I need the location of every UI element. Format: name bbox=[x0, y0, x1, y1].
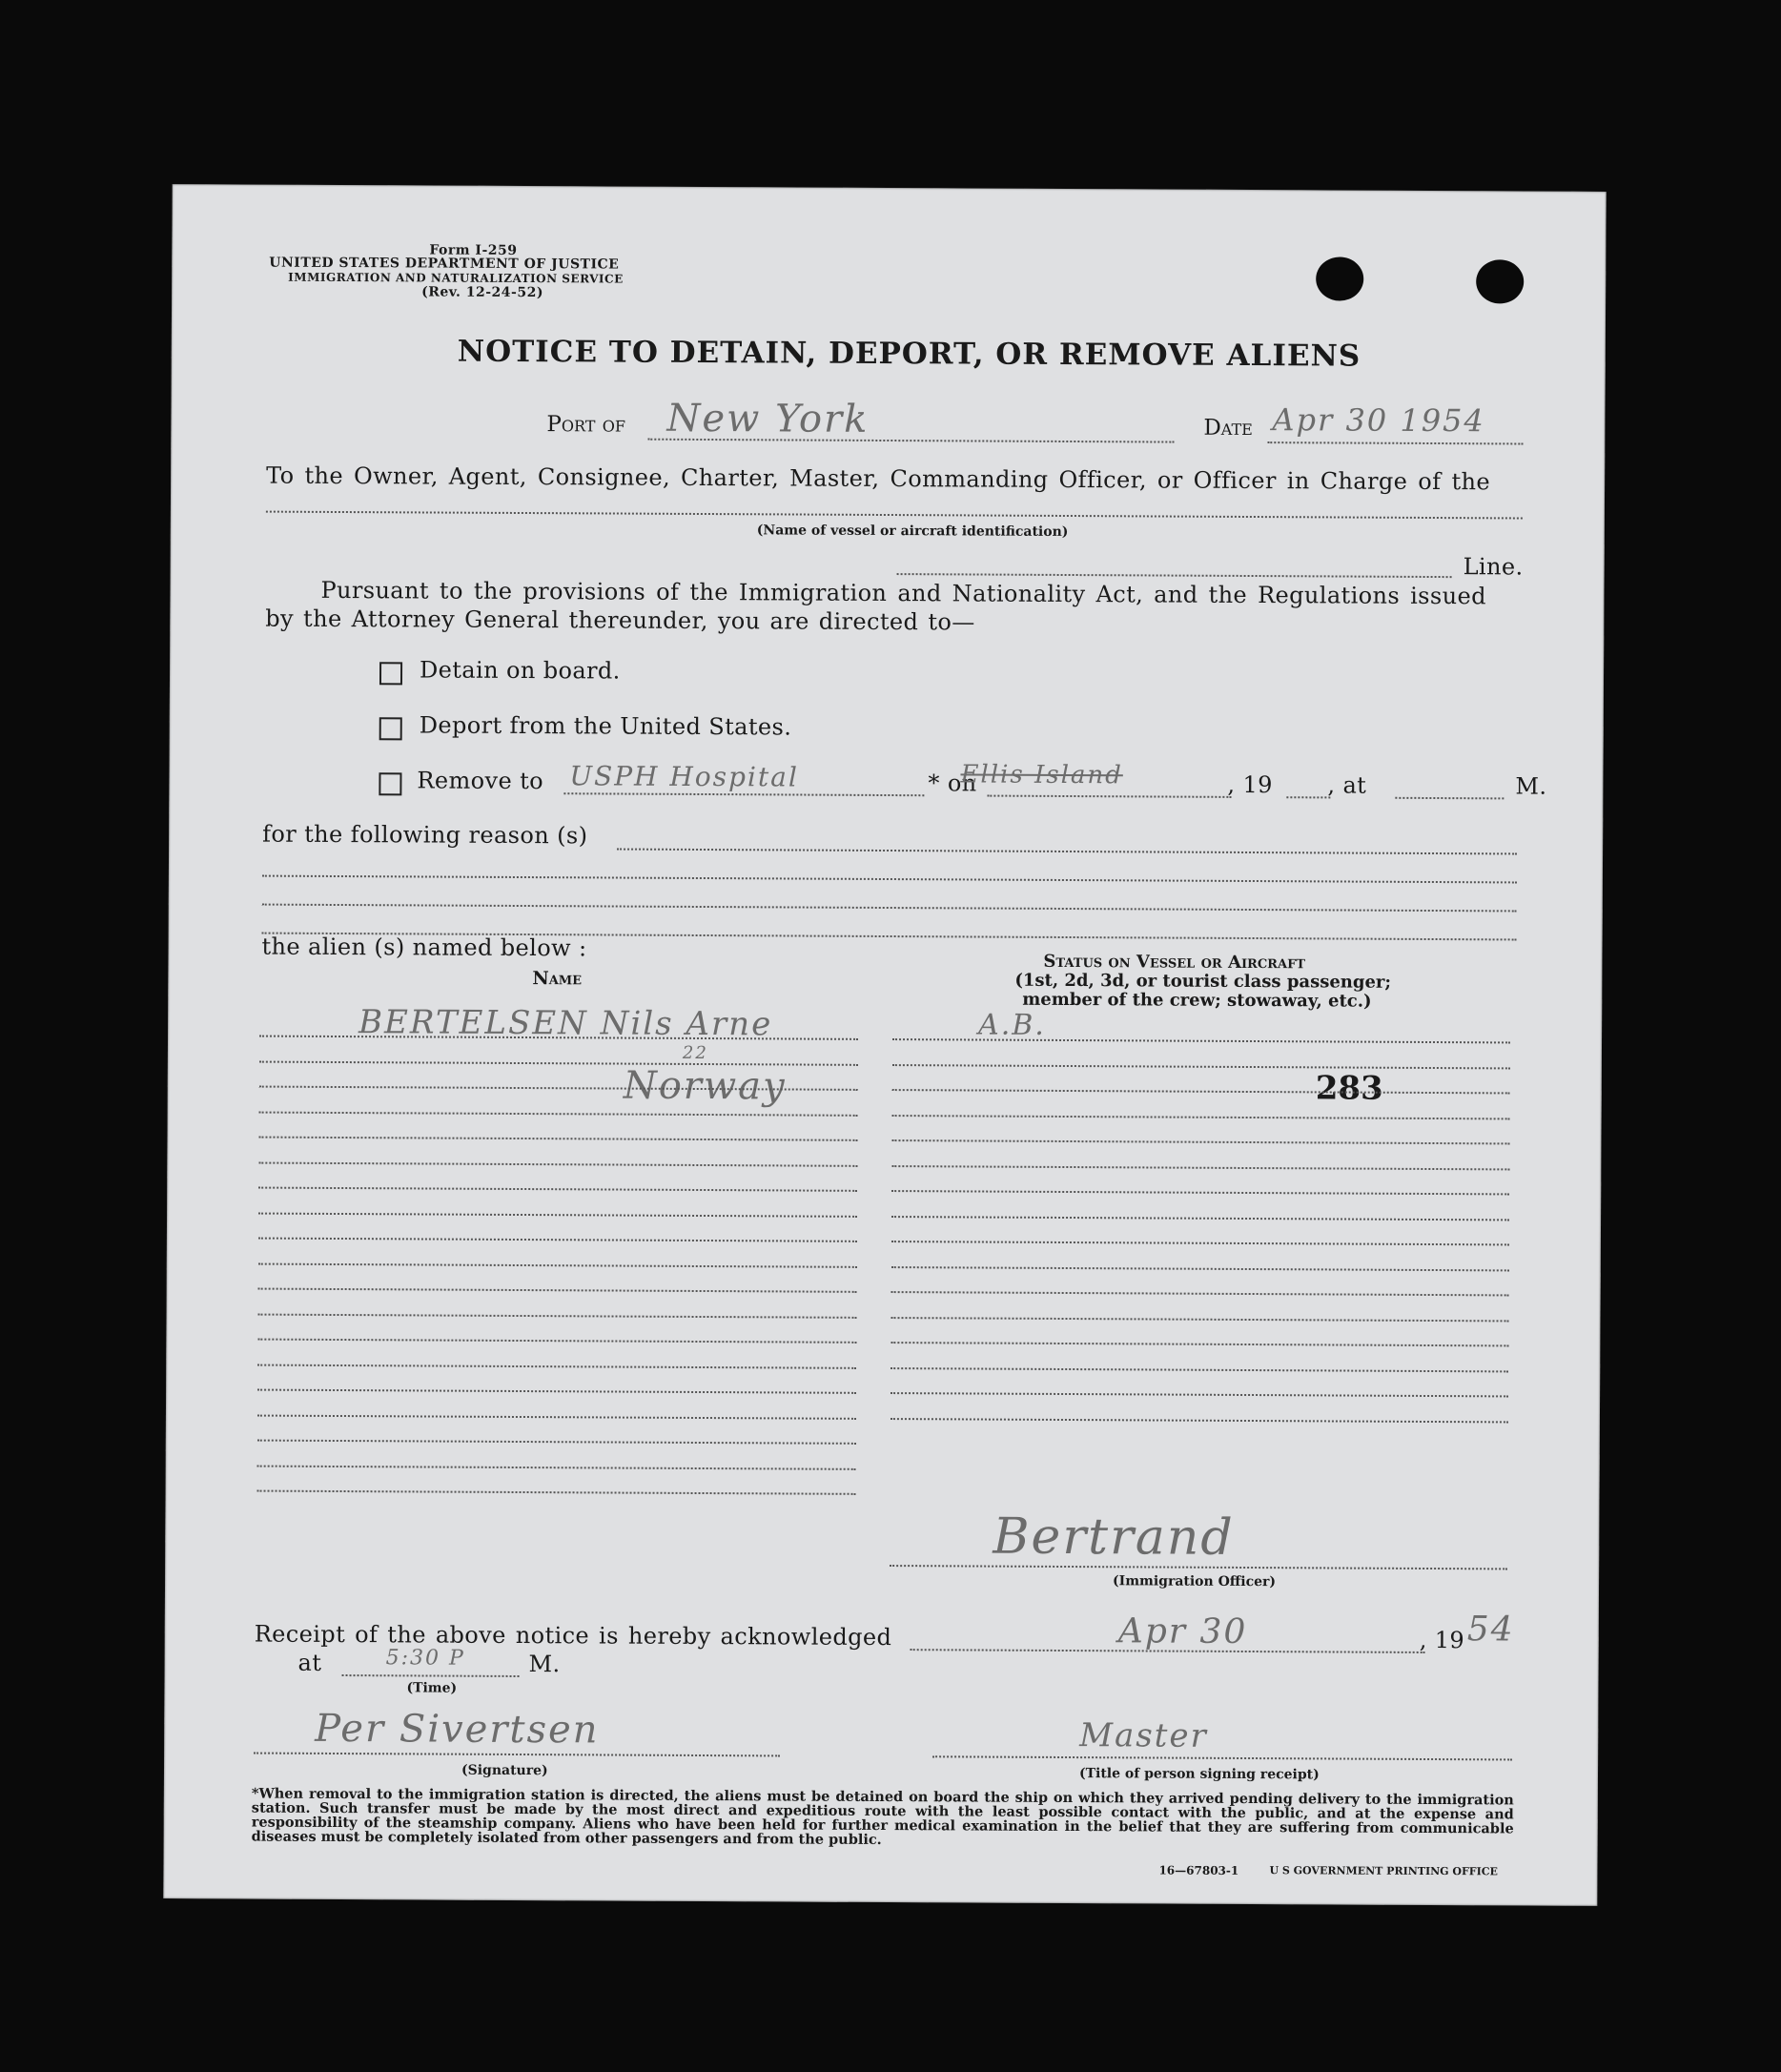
status-row-line bbox=[890, 1317, 1508, 1322]
form-paper bbox=[163, 184, 1606, 1906]
name-row-line bbox=[258, 1238, 857, 1242]
at-label: , at bbox=[1327, 771, 1367, 799]
remove-label: Remove to bbox=[417, 767, 544, 795]
status-header-1: Status on Vessel or Aircraft bbox=[1043, 951, 1306, 974]
title-caption: (Title of person signing receipt) bbox=[1078, 1766, 1320, 1783]
alien-nationality[interactable]: Norway bbox=[623, 1063, 787, 1109]
status-row-line bbox=[891, 1216, 1509, 1221]
vessel-caption: (Name of vessel or aircraft identification) bbox=[756, 523, 1069, 540]
officer-caption: (Immigration Officer) bbox=[1113, 1573, 1277, 1590]
name-row-line bbox=[257, 1364, 856, 1368]
agency-line-2: IMMIGRATION AND NATURALIZATION SERVICE bbox=[288, 270, 624, 286]
alien-age[interactable]: 22 bbox=[682, 1042, 708, 1064]
port-label: Port of bbox=[546, 412, 626, 438]
time-value[interactable]: 5:30 P bbox=[385, 1646, 465, 1671]
form-revision: (Rev. 12-24-52) bbox=[421, 284, 544, 301]
status-row-line bbox=[892, 1115, 1510, 1119]
name-row-line bbox=[257, 1414, 856, 1419]
receipt-year-prefix: , 19 bbox=[1419, 1626, 1465, 1654]
status-row-line bbox=[892, 1064, 1510, 1069]
name-row-line bbox=[257, 1465, 856, 1469]
name-row-line bbox=[258, 1137, 857, 1141]
name-row-line bbox=[258, 1212, 857, 1217]
name-row-line bbox=[257, 1389, 856, 1394]
time-m-label: M. bbox=[528, 1651, 561, 1678]
name-row-line bbox=[258, 1313, 857, 1318]
status-header-3: member of the crew; stowaway, etc.) bbox=[1022, 989, 1372, 1012]
printer-label: U S GOVERNMENT PRINTING OFFICE bbox=[1269, 1864, 1498, 1878]
status-row-line bbox=[892, 1089, 1510, 1094]
name-header: Name bbox=[532, 968, 583, 990]
aliens-label: the alien (s) named below : bbox=[261, 933, 587, 962]
name-row-line bbox=[258, 1161, 857, 1166]
footnote: *When removal to the immigration station is directed, the aliens must be detained on board the ship on which they arrived pending delivery to the immigration station. Such transfer must be made by the most direct and expeditious route with the least possible contact with the public, and at the expense and responsibility of the steamship company. Aliens who have been held for further medical examination in the belief that they are suffering from communicable diseases must be completely isolated from other passengers and from the public. bbox=[251, 1785, 1514, 1848]
name-row-line bbox=[257, 1490, 856, 1495]
line-field-line bbox=[897, 573, 1452, 578]
status-row-line bbox=[890, 1342, 1508, 1346]
line-label: Line. bbox=[1463, 553, 1524, 581]
receipt-year[interactable]: 54 bbox=[1466, 1610, 1515, 1650]
name-row-line bbox=[257, 1339, 856, 1344]
signature-caption: (Signature) bbox=[461, 1762, 548, 1779]
name-row-line bbox=[259, 1111, 858, 1116]
alien-status[interactable]: A.B. bbox=[978, 1008, 1046, 1042]
pursuant-line-1: Pursuant to the provisions of the Immigration and Nationality Act, and the Regulations issued bbox=[320, 576, 1486, 610]
status-row-line bbox=[891, 1165, 1509, 1170]
officer-signature[interactable]: Bertrand bbox=[993, 1508, 1235, 1567]
print-code: 16—67803-1 bbox=[1158, 1863, 1239, 1877]
deport-label: Deport from the United States. bbox=[419, 711, 792, 741]
receipt-text: Receipt of the above notice is hereby acknowledged bbox=[254, 1620, 892, 1651]
remove-value[interactable]: USPH Hospital bbox=[569, 760, 799, 793]
detain-checkbox[interactable] bbox=[379, 662, 402, 685]
year-prefix: , 19 bbox=[1227, 770, 1273, 799]
year-field-line bbox=[1286, 796, 1330, 798]
status-row-line bbox=[891, 1139, 1509, 1144]
name-row-line bbox=[259, 1060, 858, 1065]
name-row-line bbox=[258, 1288, 857, 1293]
vessel-field-line bbox=[266, 511, 1523, 520]
form-title: NOTICE TO DETAIN, DEPORT, OR REMOVE ALIENS bbox=[457, 334, 1361, 374]
date-value[interactable]: Apr 30 1954 bbox=[1272, 401, 1485, 440]
punch-hole-left bbox=[1316, 256, 1363, 300]
name-row-line bbox=[258, 1187, 857, 1192]
reason-line-2 bbox=[262, 875, 1517, 884]
on-field-line bbox=[987, 795, 1231, 798]
title-line bbox=[932, 1755, 1512, 1760]
officer-line bbox=[890, 1565, 1507, 1569]
reason-label: for the following reason (s) bbox=[262, 820, 588, 850]
status-row-line bbox=[891, 1190, 1509, 1195]
port-value[interactable]: New York bbox=[666, 396, 870, 441]
m-label: M. bbox=[1515, 772, 1547, 800]
name-row-line bbox=[257, 1440, 856, 1445]
pursuant-line-2: by the Attorney General thereunder, you are directed to— bbox=[265, 605, 975, 636]
date-label: Date bbox=[1203, 415, 1253, 441]
reason-line-1 bbox=[617, 849, 1517, 855]
agency-line-1: UNITED STATES DEPARTMENT OF JUSTICE bbox=[269, 255, 620, 273]
to-owner-text: To the Owner, Agent, Consignee, Charter, Master, Commanding Officer, or Officer in Charge of the bbox=[266, 462, 1491, 496]
date-field-line bbox=[1267, 441, 1523, 444]
receipt-signature[interactable]: Per Sivertsen bbox=[315, 1706, 600, 1753]
reason-line-3 bbox=[262, 904, 1517, 913]
on-label: * on bbox=[928, 769, 977, 797]
time-field-line bbox=[1395, 797, 1504, 800]
status-row-line bbox=[890, 1367, 1508, 1372]
status-row-line bbox=[891, 1241, 1509, 1245]
status-row-line bbox=[890, 1392, 1508, 1397]
remove-checkbox[interactable] bbox=[379, 772, 401, 795]
signature-line bbox=[254, 1753, 780, 1757]
time-line bbox=[342, 1674, 520, 1677]
detain-label: Detain on board. bbox=[419, 656, 621, 685]
time-at-label: at bbox=[297, 1649, 322, 1676]
remove-field-line bbox=[563, 792, 924, 796]
status-row-line bbox=[890, 1418, 1508, 1423]
status-header-2: (1st, 2d, 3d, or tourist class passenger; bbox=[1014, 970, 1392, 993]
remove-struck-value: Ellis Island bbox=[960, 760, 1123, 790]
status-row-line bbox=[891, 1266, 1509, 1271]
time-caption: (Time) bbox=[406, 1680, 458, 1696]
form-number: Form I-259 bbox=[429, 242, 518, 258]
status-row-line bbox=[891, 1291, 1509, 1296]
punch-hole-right bbox=[1476, 259, 1524, 303]
receipt-date[interactable]: Apr 30 bbox=[1117, 1611, 1248, 1651]
name-row-line bbox=[258, 1262, 857, 1267]
alien-name[interactable]: BERTELSEN Nils Arne bbox=[358, 1003, 773, 1044]
deport-checkbox[interactable] bbox=[379, 717, 402, 740]
title-value[interactable]: Master bbox=[1079, 1716, 1208, 1755]
stamp-number: 283 bbox=[1315, 1069, 1383, 1108]
